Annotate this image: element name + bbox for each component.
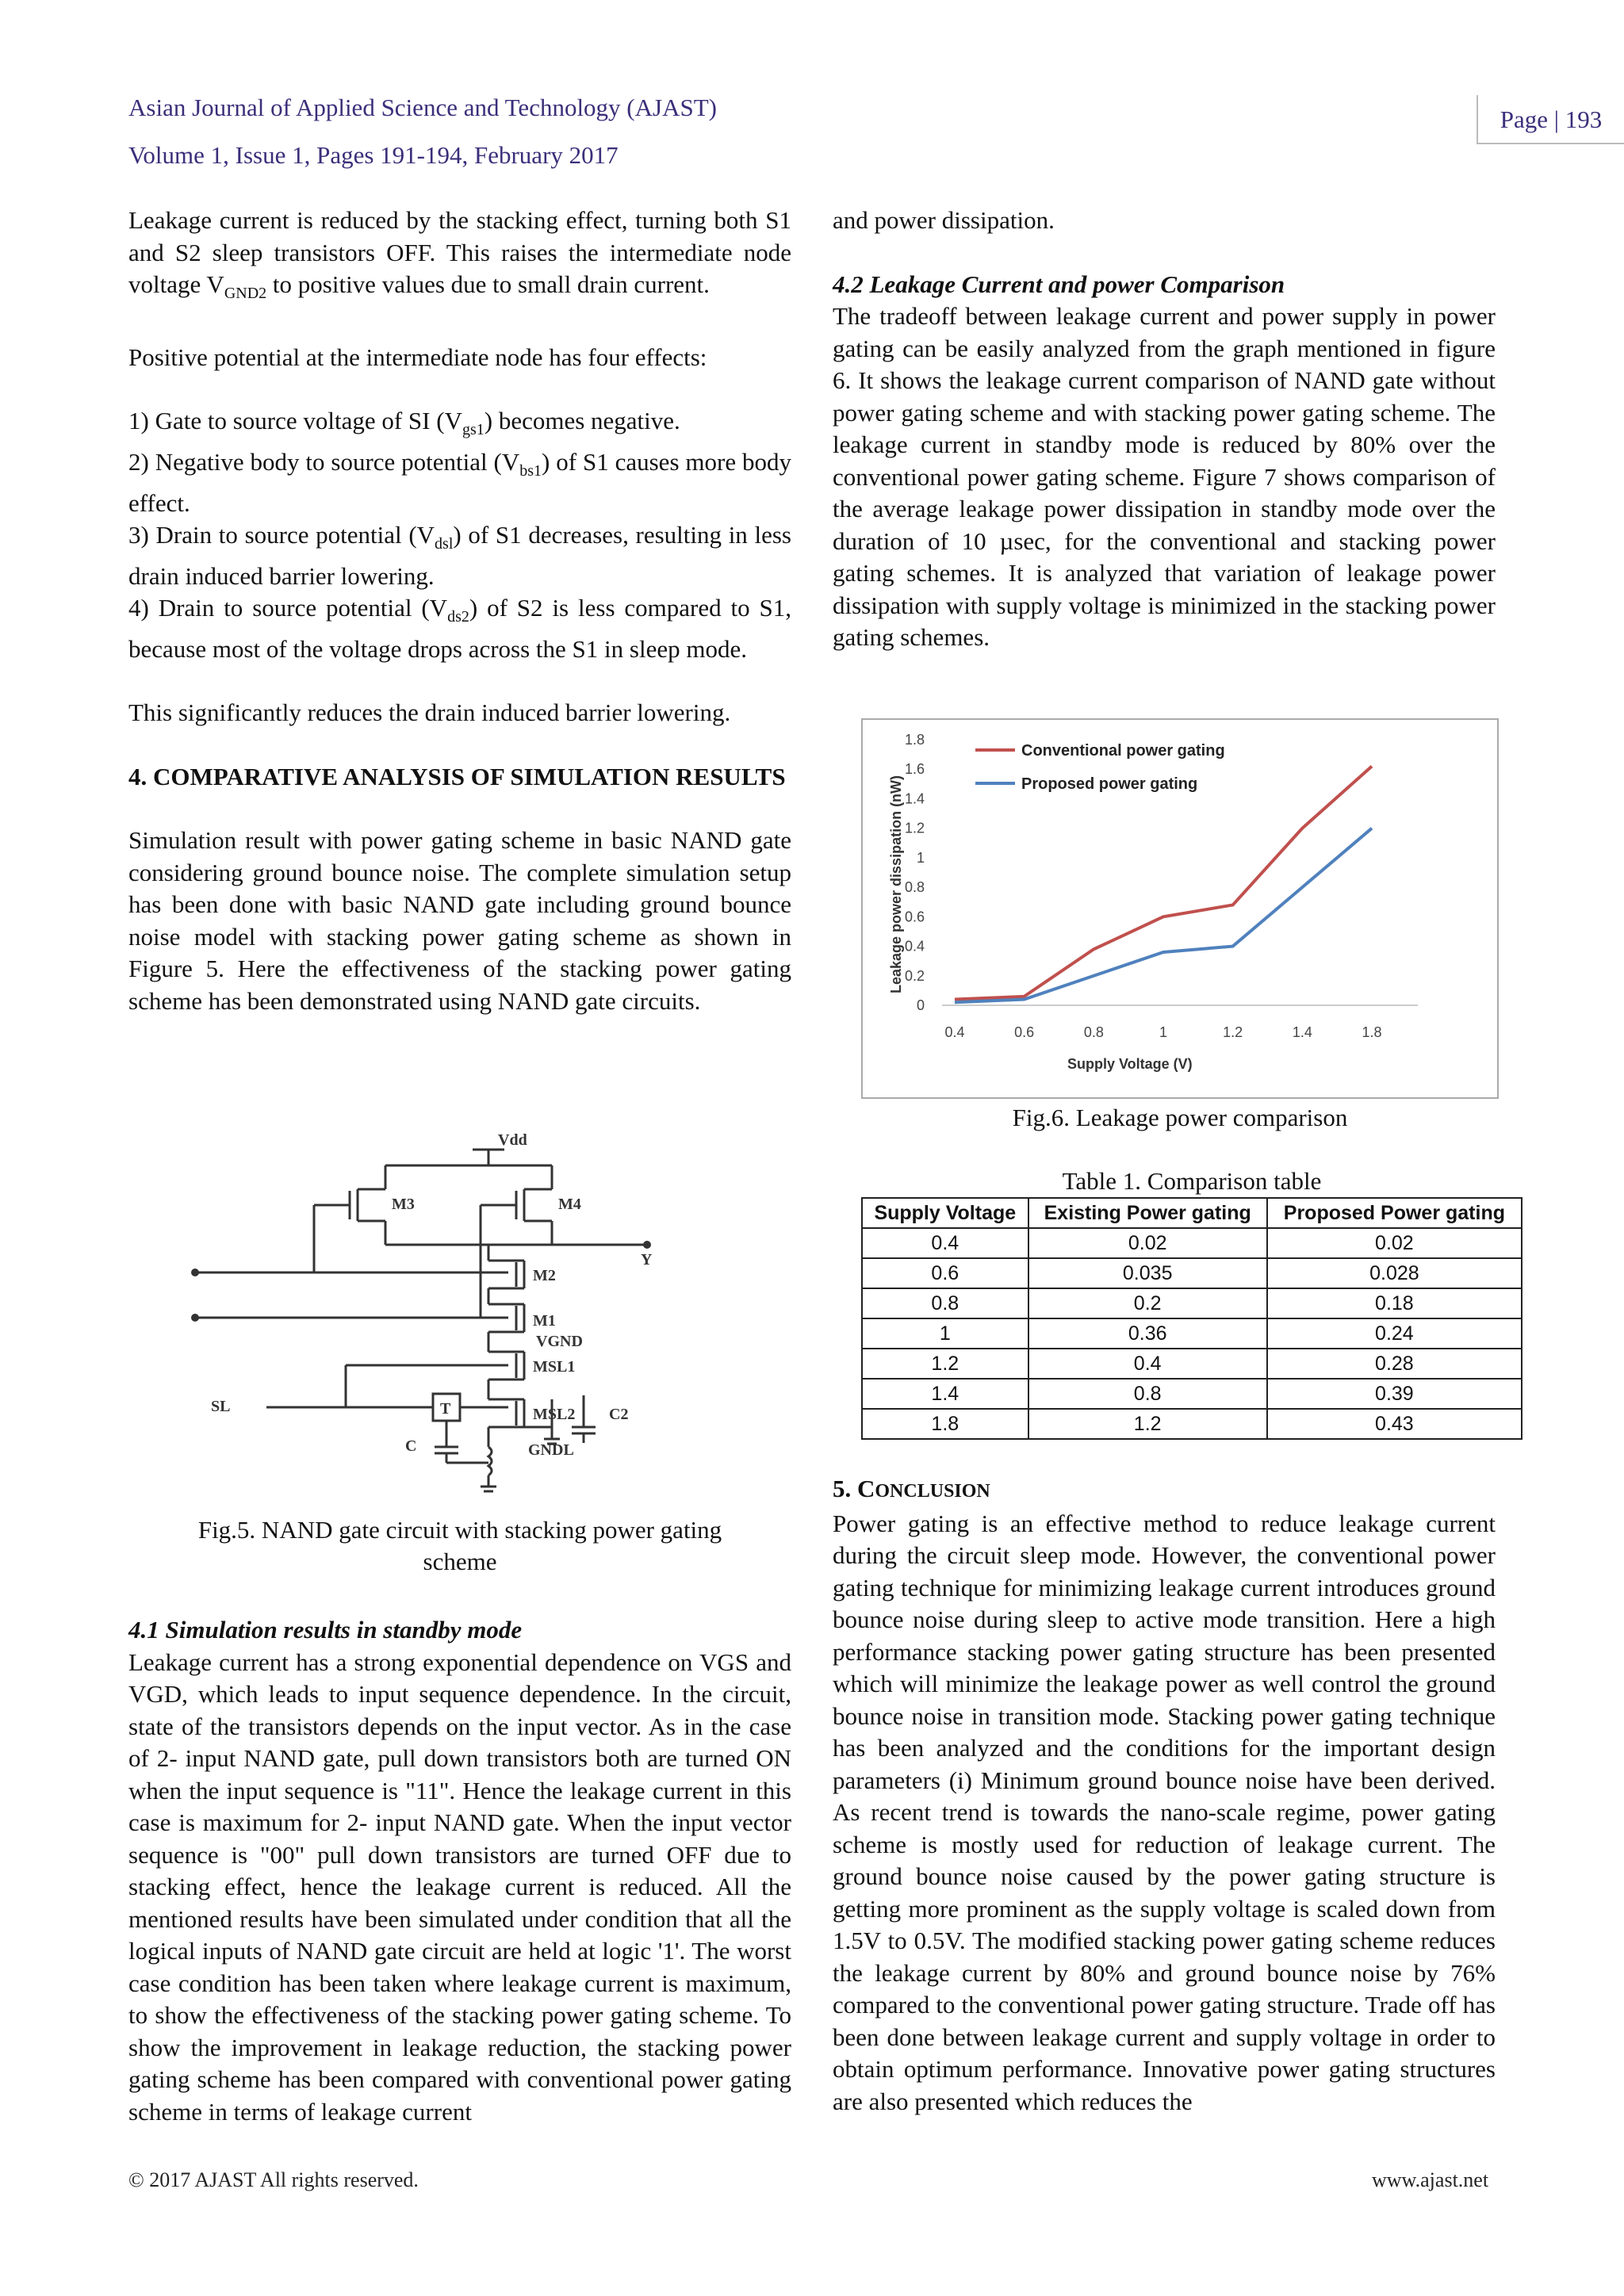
table-cell: 0.4	[1028, 1349, 1267, 1379]
label-msl1: MSL1	[533, 1358, 576, 1376]
journal-title: Asian Journal of Applied Science and Technology (AJAST)	[128, 94, 717, 121]
x-tick-label: 0.4	[944, 1024, 965, 1040]
legend-proposed: Proposed power gating	[1021, 775, 1198, 793]
paragraph: and power dissipation.	[833, 206, 1055, 234]
label-y: Y	[641, 1251, 653, 1269]
fig5-caption: Fig.5. NAND gate circuit with stacking power gating scheme	[197, 1516, 722, 1575]
leakage-power-chart	[861, 718, 1499, 1099]
table-cell: 0.18	[1267, 1288, 1522, 1318]
y-tick-label: 1.6	[904, 761, 925, 778]
table-cell: 0.8	[1028, 1379, 1267, 1409]
table-cell: 1	[862, 1318, 1028, 1349]
table-row	[862, 1349, 1522, 1379]
y-tick-label: 1.2	[904, 820, 925, 836]
y-tick-label: 0.6	[904, 909, 925, 925]
legend-conventional: Conventional power gating	[1021, 742, 1225, 760]
fig6-caption: Fig.6. Leakage power comparison	[1012, 1104, 1348, 1131]
subsection-heading: 4.2 Leakage Current and power Comparison	[833, 270, 1285, 298]
left-column	[128, 205, 791, 1017]
label-c2: C2	[609, 1406, 629, 1423]
table-header: Proposed Power gating	[1267, 1198, 1522, 1228]
table-cell: 0.02	[1028, 1228, 1267, 1258]
section-heading: 4. COMPARATIVE ANALYSIS OF SIMULATION RESULTS	[128, 762, 786, 790]
label-m3: M3	[392, 1196, 415, 1213]
table-cell: 0.02	[1267, 1228, 1522, 1258]
table-caption: Table 1. Comparison table	[1062, 1167, 1322, 1195]
table-row	[862, 1409, 1522, 1439]
y-tick-label: 0	[916, 997, 925, 1013]
x-tick-label: 0.8	[1083, 1024, 1104, 1040]
x-axis-label: Supply Voltage (V)	[1067, 1056, 1193, 1072]
list-item: 2) Negative body to source potential $(V_{bs1})$ of S1 causes more body effect.	[128, 447, 791, 517]
paragraph: The tradeoff between leakage current and power supply in power gating can be easily analyzed from the graph mentioned in figure 6. It shows the leakage current comparison of NAND gate without power gating scheme and with stacking power gating scheme. The leakage current in standby mode is reduced by 80% over the conventional power gating scheme. Figure 7 shows comparison of the average leakage power dissipation in standby mode over the duration of 10 µsec, for the conventional and stacking power gating schemes. It is analyzed that variation of leakage power dissipation with supply voltage is minimized in the stacking power gating schemes.	[833, 302, 1496, 651]
label-t: T	[440, 1400, 451, 1418]
page-number: Page | 193	[1477, 95, 1624, 144]
y-tick-label: 0.4	[904, 938, 925, 955]
x-tick-label: 1.8	[1362, 1024, 1382, 1040]
nand-circuit-diagram	[187, 1134, 758, 1498]
subsection-heading: 4.1 Simulation results in standby mode	[128, 1616, 523, 1644]
x-tick-label: 1.4	[1292, 1024, 1312, 1040]
table-cell: 0.39	[1267, 1379, 1522, 1409]
list-item: 3) Drain to source potential $(V_{dsl})$ of S1 decreases, resulting in less drain induced barrier lowering.	[128, 521, 791, 590]
table-cell: 0.8	[862, 1288, 1028, 1318]
y-tick-label: 1.8	[904, 732, 925, 748]
paragraph: Leakage current has a strong exponential dependence on VGS and VGD, which leads to input sequence dependence. In the circuit, state of the transistors depends on the input vector. As in the case of 2- input NAND gate, pull down transistors both are turned ON when the input sequence is "11". Hence the leakage current in this case is maximum for 2- input NAND gate. When the input vector sequence is "00" pull down transistors are turned OFF due to stacking effect, hence the leakage current is reduced. All the mentioned results have been simulated under condition that all the logical inputs of NAND gate circuit are held at logic '1'. The worst case condition has been taken where leakage current is maximum, to show the effectiveness of the stacking power gating scheme. To show the improvement in leakage reduction, the stacking power gating scheme has been compared with conventional power gating scheme in terms of leakage current	[128, 1647, 791, 2126]
label-vdd: Vdd	[498, 1134, 527, 1149]
table-cell: 0.2	[1028, 1288, 1267, 1318]
list-item: 1) Gate to source voltage of SI $(V_{gs1})$ becomes negative.	[128, 407, 680, 439]
paragraph: Leakage current is reduced by the stacking effect, turning both S1 and S2 sleep transistors OFF. This raises the intermediate node voltage $V_{GND2}$ to positive values due to small drain current.	[128, 206, 791, 303]
y-axis-label: Leakage power dissipation (nW)	[888, 775, 904, 993]
label-m1: M1	[533, 1312, 556, 1330]
table-header: Supply Voltage	[862, 1198, 1028, 1228]
table-cell: 1.8	[862, 1409, 1028, 1439]
label-c: C	[405, 1437, 417, 1455]
copyright: © 2017 AJAST All rights reserved.	[128, 2168, 419, 2191]
table-row	[862, 1258, 1522, 1288]
table-row	[862, 1288, 1522, 1318]
label-msl2: MSL2	[533, 1406, 576, 1423]
section-heading: 5. CONCLUSION	[833, 1475, 990, 1502]
x-tick-label: 1	[1159, 1024, 1168, 1040]
table-cell: 0.028	[1267, 1258, 1522, 1288]
paragraph: Simulation result with power gating scheme in basic NAND gate considering ground bounce noise. The complete simulation setup has been done with basic NAND gate including ground bounce noise model with stacking power gating scheme as shown in Figure 5. Here the effectiveness of the stacking power gating scheme has been demonstrated using NAND gate circuits.	[128, 826, 791, 1015]
label-m2: M2	[533, 1267, 556, 1284]
table-cell: 0.24	[1267, 1318, 1522, 1349]
label-m4: M4	[558, 1196, 581, 1213]
comparison-table	[861, 1197, 1522, 1440]
paragraph: Power gating is an effective method to reduce leakage current during the circuit sleep mode. However, the conventional power gating technique for minimizing leakage current introduces ground bounce noise during sleep to active mode transition. Here a high performance stacking power gating structure has been presented which will minimize the leakage power as well control the ground bounce noise in transition mode. Stacking power gating technique has been analyzed and the conditions for the important design parameters (i) Minimum ground bounce noise have been derived. As recent trend is towards the nano-scale regime, power gating scheme is mostly used for reduction of leakage current. The ground bounce noise caused by the power gating structure is getting more prominent as the supply voltage is scaled down from 1.5V to 0.5V. The modified stacking power gating scheme reduces the leakage current by 80% and ground bounce noise by 76% compared to the conventional power gating structure. Trade off has been done between leakage current and supply voltage in order to obtain optimum performance. Innovative power gating structures are also presented which reduces the	[833, 1509, 1496, 2115]
y-tick-label: 1	[916, 849, 925, 866]
label-sl: SL	[211, 1398, 231, 1415]
table-header: Existing Power gating	[1028, 1198, 1267, 1228]
table-row	[862, 1318, 1522, 1349]
table-cell: 1.4	[862, 1379, 1028, 1409]
table-cell: 0.43	[1267, 1409, 1522, 1439]
x-tick-label: 0.6	[1014, 1024, 1035, 1040]
table-header-row	[862, 1198, 1522, 1228]
paragraph: This significantly reduces the drain induced barrier lowering.	[128, 698, 731, 727]
y-tick-label: 1.4	[904, 790, 925, 807]
label-vgnd: VGND	[536, 1333, 583, 1350]
table-cell: 0.035	[1028, 1258, 1267, 1288]
left-column-lower	[128, 1614, 791, 2128]
table-cell: 0.6	[862, 1258, 1028, 1288]
label-gndl: GNDL	[528, 1441, 574, 1459]
table-row	[862, 1228, 1522, 1258]
table-cell: 0.36	[1028, 1318, 1267, 1349]
right-column	[833, 205, 1496, 654]
x-tick-label: 1.2	[1223, 1024, 1243, 1040]
y-tick-label: 0.8	[904, 879, 925, 896]
table-cell: 0.4	[862, 1228, 1028, 1258]
table-cell: 1.2	[862, 1349, 1028, 1379]
chart-svg	[863, 720, 1497, 1097]
table-cell: 1.2	[1028, 1409, 1267, 1439]
table-row	[862, 1379, 1522, 1409]
table-cell: 0.28	[1267, 1349, 1522, 1379]
y-tick-label: 0.2	[904, 967, 925, 984]
volume-info: Volume 1, Issue 1, Pages 191-194, February 2017	[128, 141, 619, 169]
list-item: 4) Drain to source potential $(V_{ds2})$ of S2 is less compared to S1, because most of the voltage drops across the S1 in sleep mode.	[128, 594, 791, 663]
right-column-lower	[833, 1473, 1496, 2118]
site-link[interactable]: www.ajast.net	[1372, 2168, 1489, 2191]
paragraph: Positive potential at the intermediate node has four effects:	[128, 342, 707, 371]
